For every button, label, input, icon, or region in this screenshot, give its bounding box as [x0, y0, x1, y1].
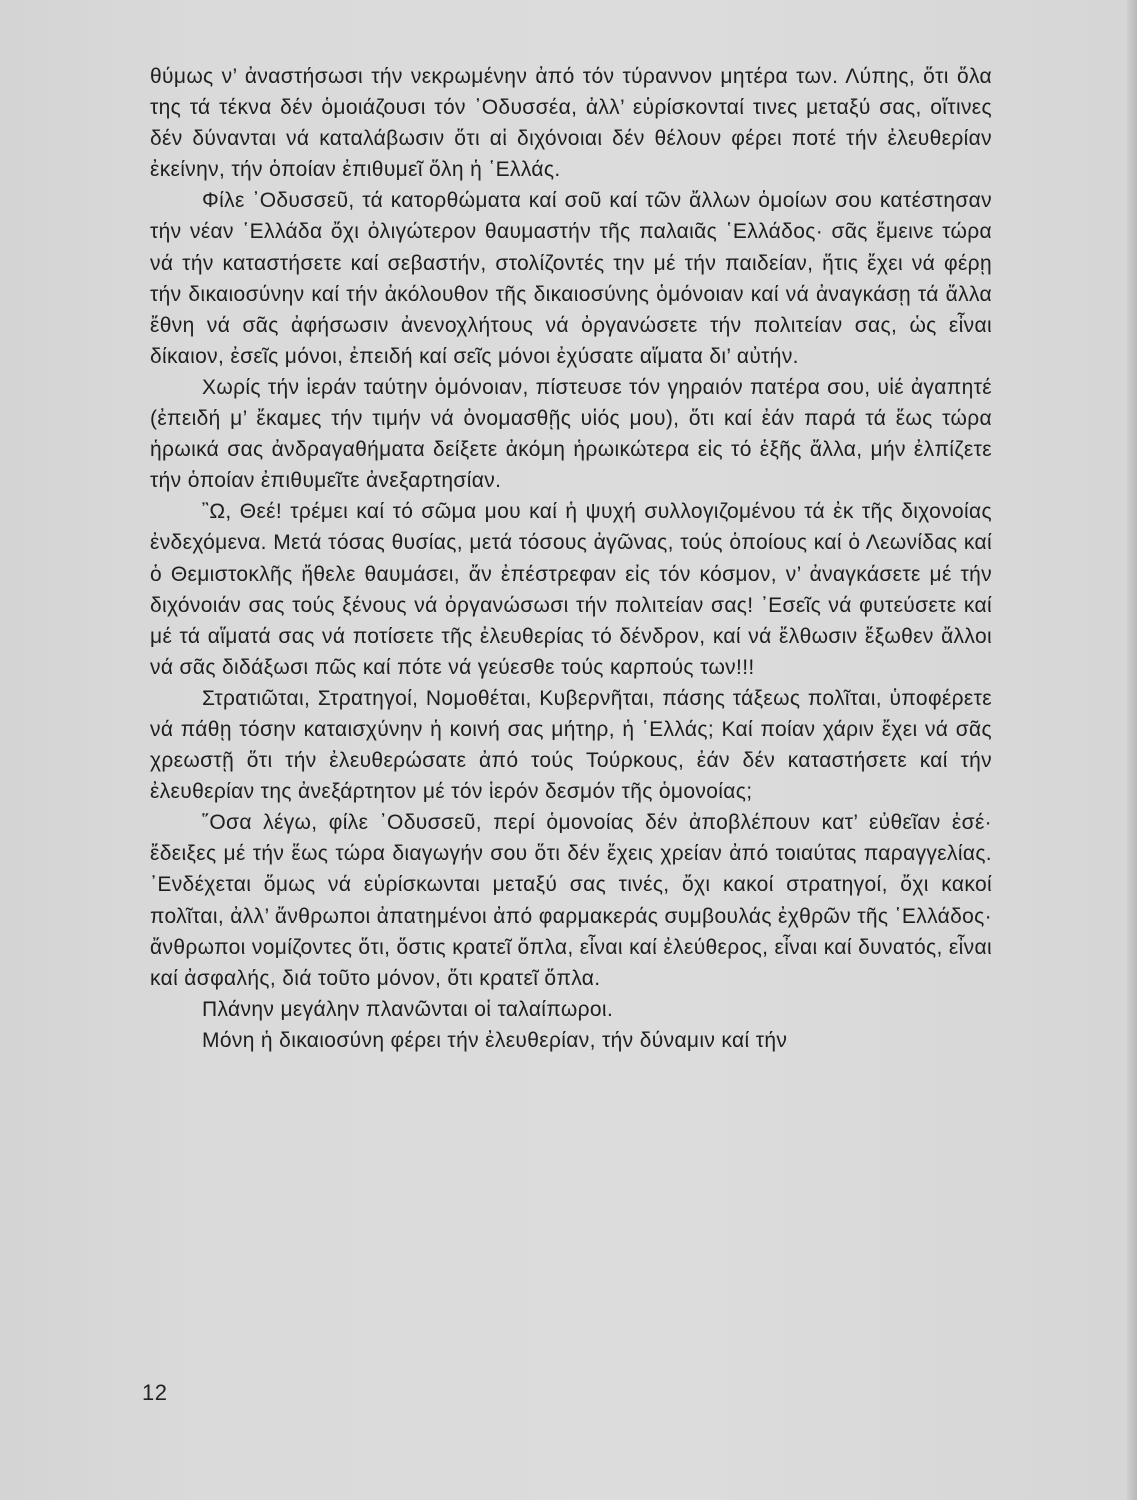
paragraph-4: ῍Ω, Θεέ! τρέμει καί τό σῶμα μου καί ἡ ψυχή συλλογιζομένου τά ἐκ τῆς διχονοίας ἐνδεχόμενα. Μετά τόσας θυσίας, μετά τόσους ἀγῶνας, τούς ὁποίους καί ὁ Λεωνίδας καί ὁ Θεμιστοκλῆς ἤθελε θαυμάσει, ἄν ἐπέστρεφαν εἰς τόν κόσμον, ν’ ἀναγκάσετε μέ τήν διχόνοιάν σας τούς ξένους νά ὀργανώσωσι τήν πολιτείαν σας! ᾽Εσεῖς νά φυτεύσετε καί μέ τά αἵματά σας νά ποτίσετε τῆς ἐλευθερίας τό δένδρον, καί νά ἔλθωσιν ἔξωθεν ἄλλοι νά σᾶς διδάξωσι πῶς καί πότε νά γεύεσθε τούς καρπούς των!!!	[150, 500, 992, 679]
paragraph-5: Στρατιῶται, Στρατηγοί, Νομοθέται, Κυβερνῆται, πάσης τάξεως πολῖται, ὑποφέρετε νά πάθῃ τόσην καταισχύνην ἡ κοινή σας μήτηρ, ἡ ῾Ελλάς; Καί ποίαν χάριν ἔχει νά σᾶς χρεωστῇ ὅτι τήν ἐλευθερώσατε ἀπό τούς Τούρκους, ἐάν δέν καταστήσετε καί τήν ἐλευθερίαν της ἀνεξάρτητον μέ τόν ἱερόν δεσμόν τῆς ὁμονοίας;	[150, 686, 992, 804]
body-text	[150, 61, 992, 1056]
paragraph-7: Πλάνην μεγάλην πλανῶνται οἱ ταλαίπωροι.	[202, 997, 614, 1021]
page-number: 12	[142, 1380, 168, 1405]
paragraph-8: Μόνη ἡ δικαιοσύνη φέρει τήν ἐλευθερίαν, τήν δύναμιν καί τήν	[202, 1028, 788, 1052]
paragraph-3: Χωρίς τήν ἱεράν ταύτην ὁμόνοιαν, πίστευσε τόν γηραιόν πατέρα σου, υἱέ ἀγαπητέ (ἐπειδή μ’ ἔκαμες τήν τιμήν νά ὀνομασθῇς υἱός μου), ὅτι καί ἐάν παρά τά ἕως τώρα ἡρωικά σας ἀνδραγαθήματα δείξετε ἀκόμη ἡρωικώτερα εἰς τό ἑξῆς ἄλλα, μήν ἐλπίζετε τήν ὁποίαν ἐπιθυμεῖτε ἀνεξαρτησίαν.	[150, 375, 992, 493]
paragraph-2: Φίλε ᾽Οδυσσεῦ, τά κατορθώματα καί σοῦ καί τῶν ἄλλων ὁμοίων σου κατέστησαν τήν νέαν ῾Ελλάδα ὄχι ὀλιγώτερον θαυμαστήν τῆς παλαιᾶς ῾Ελλάδος· σᾶς ἔμεινε τώρα νά τήν καταστήσετε καί σεβαστήν, στολίζοντές την μέ τήν παιδείαν, ἥτις ἔχει νά φέρῃ τήν δικαιοσύνην καί τήν ἀκόλουθον τῆς δικαιοσύνης ὁμόνοιαν καί νά ἀναγκάσῃ τά ἄλλα ἔθνη νά σᾶς ἀφήσωσιν ἀνενοχλήτους νά ὀργανώσετε τήν πολιτείαν σας, ὡς εἶναι δίκαιον, ἐσεῖς μόνοι, ἐπειδή καί σεῖς μόνοι ἐχύσατε αἵματα δι’ αὐτήν.	[150, 189, 992, 368]
paragraph-1: θύμως ν’ ἀναστήσωσι τήν νεκρωμένην ἀπό τόν τύραννον μητέρα των. Λύπης, ὅτι ὅλα της τά τέκνα δέν ὁμοιάζουσι τόν ᾽Οδυσσέα, ἀλλ’ εὑρίσκονταί τινες μεταξύ σας, οἵτινες δέν δύνανται νά καταλάβωσιν ὅτι αἱ διχόνοιαι δέν θέλουν φέρει ποτέ τήν ἐλευθερίαν ἐκείνην, τήν ὁποίαν ἐπιθυμεῖ ὅλη ἡ ῾Ελλάς.	[150, 65, 992, 182]
page-edge-shadow	[1127, 0, 1137, 1500]
paragraph-6: ῞Οσα λέγω, φίλε ᾽Οδυσσεῦ, περί ὁμονοίας δέν ἀποβλέπουν κατ’ εὐθεῖαν ἐσέ· ἔδειξες μέ τήν ἕως τώρα διαγωγήν σου ὅτι δέν ἔχεις χρείαν ἀπό τοιαύτας παραγγελίας. ᾽Ενδέχεται ὅμως νά εὑρίσκωνται μεταξύ σας τινές, ὄχι κακοί στρατηγοί, ὄχι κακοί πολῖται, ἀλλ’ ἄνθρωποι ἀπατημένοι ἀπό φαρμακεράς συμβουλάς ἐχθρῶν τῆς ῾Ελλάδος· ἄνθρωποι νομίζοντες ὅτι, ὅστις κρατεῖ ὅπλα, εἶναι καί ἐλεύθερος, εἶναι καί δυνατός, εἶναι καί ἀσφαλής, διά τοῦτο μόνον, ὅτι κρατεῖ ὅπλα.	[150, 811, 992, 990]
